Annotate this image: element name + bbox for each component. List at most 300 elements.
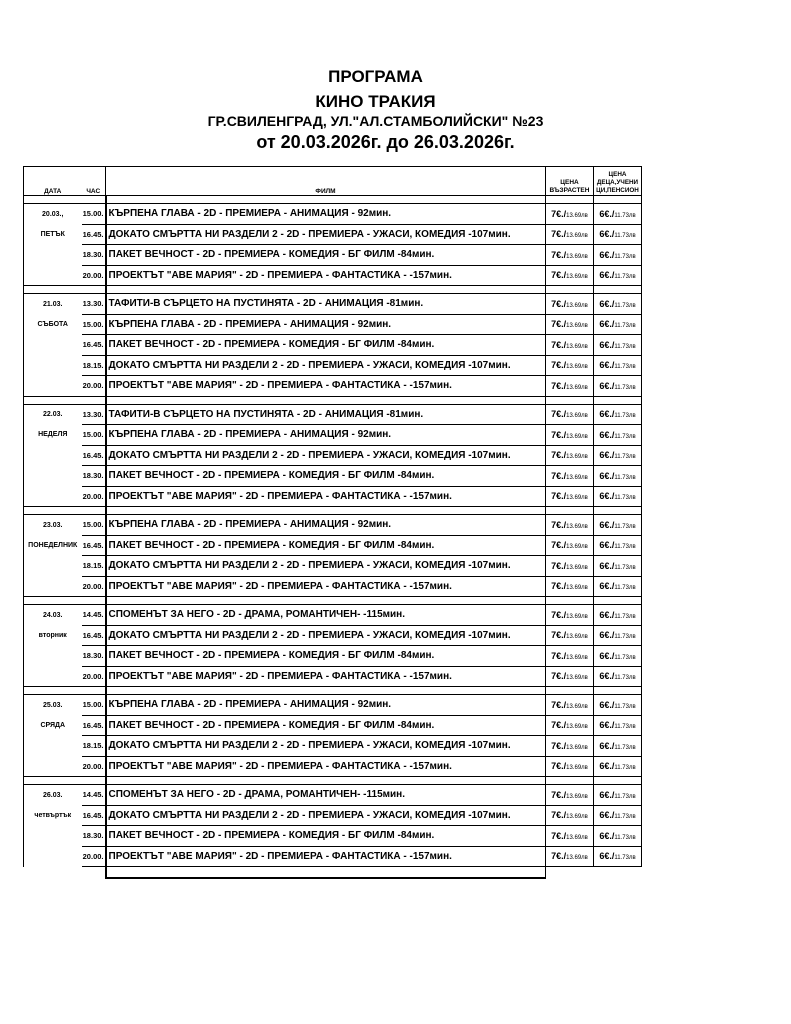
adult-price-bgn: 13.69лв bbox=[566, 564, 588, 571]
adult-price-eur: 7€./ bbox=[551, 208, 567, 219]
child-price-bgn: 11.73лв bbox=[614, 495, 636, 502]
column-header-time: ЧАС bbox=[82, 167, 106, 196]
child-price bbox=[594, 425, 642, 446]
child-price-bgn: 11.73лв bbox=[614, 834, 636, 841]
child-price-bgn: 11.73лв bbox=[614, 675, 636, 682]
child-price bbox=[594, 335, 642, 356]
spacer-row bbox=[24, 777, 642, 785]
day-weekday: четвъртък bbox=[24, 805, 82, 826]
adult-price-bgn: 13.69лв bbox=[566, 433, 588, 440]
table-end-row bbox=[24, 867, 642, 879]
table-row bbox=[24, 515, 642, 536]
day-date: 26.03. bbox=[24, 785, 82, 806]
child-price-bgn: 11.73лв bbox=[614, 613, 636, 620]
adult-price bbox=[546, 486, 594, 507]
show-time: 18.30. bbox=[82, 466, 106, 487]
adult-price-eur: 7€./ bbox=[551, 609, 567, 620]
film-title: ПРОЕКТЪТ "АВЕ МАРИЯ" - 2D - ПРЕМИЕРА - ФАНТАСТИКА - -157мин. bbox=[106, 265, 546, 286]
child-price-eur: 6€./ bbox=[599, 560, 615, 571]
adult-price bbox=[546, 425, 594, 446]
child-price-bgn: 11.73лв bbox=[614, 724, 636, 731]
child-price-bgn: 11.73лв bbox=[614, 302, 636, 309]
column-header-film: ФИЛМ bbox=[106, 167, 546, 196]
adult-price-eur: 7€./ bbox=[551, 671, 567, 682]
adult-price-bgn: 13.69лв bbox=[566, 413, 588, 420]
adult-price-bgn: 13.69лв bbox=[566, 364, 588, 371]
adult-price-bgn: 13.69лв bbox=[566, 253, 588, 260]
show-time: 18.30. bbox=[82, 826, 106, 847]
adult-price bbox=[546, 576, 594, 597]
adult-price bbox=[546, 445, 594, 466]
child-price-bgn: 11.73лв bbox=[614, 585, 636, 592]
adult-price-eur: 7€./ bbox=[551, 761, 567, 772]
film-title: ДОКАТО СМЪРТТА НИ РАЗДЕЛИ 2 - 2D - ПРЕМИЕРА - УЖАСИ, КОМЕДИЯ -107мин. bbox=[106, 625, 546, 646]
day-weekday: СЪБОТА bbox=[24, 314, 82, 335]
show-time: 15.00. bbox=[82, 695, 106, 716]
child-price-eur: 6€./ bbox=[599, 519, 615, 530]
adult-price-bgn: 13.69лв bbox=[566, 793, 588, 800]
adult-price bbox=[546, 646, 594, 667]
child-price-bgn: 11.73лв bbox=[614, 744, 636, 751]
child-price bbox=[594, 515, 642, 536]
adult-price-eur: 7€./ bbox=[551, 319, 567, 330]
table-header-row bbox=[24, 167, 642, 196]
show-time: 20.00. bbox=[82, 666, 106, 687]
day-date: 22.03. bbox=[24, 404, 82, 425]
child-price bbox=[594, 355, 642, 376]
adult-price-eur: 7€./ bbox=[551, 851, 567, 862]
child-price-bgn: 11.73лв bbox=[614, 793, 636, 800]
child-price-bgn: 11.73лв bbox=[614, 474, 636, 481]
day-date: 21.03. bbox=[24, 294, 82, 315]
adult-price bbox=[546, 736, 594, 757]
child-price-eur: 6€./ bbox=[599, 298, 615, 309]
child-price-bgn: 11.73лв bbox=[614, 765, 636, 772]
show-time: 16.45. bbox=[82, 805, 106, 826]
film-title: СПОМЕНЪТ ЗА НЕГО - 2D - ДРАМА, РОМАНТИЧЕН- -115мин. bbox=[106, 785, 546, 806]
table-row bbox=[24, 826, 642, 847]
spacer-row bbox=[24, 396, 642, 404]
child-price-bgn: 11.73лв bbox=[614, 323, 636, 330]
child-price bbox=[594, 695, 642, 716]
child-price bbox=[594, 715, 642, 736]
adult-price bbox=[546, 265, 594, 286]
adult-price bbox=[546, 245, 594, 266]
child-price-eur: 6€./ bbox=[599, 339, 615, 350]
child-price bbox=[594, 785, 642, 806]
show-time: 16.45. bbox=[82, 715, 106, 736]
child-price bbox=[594, 535, 642, 556]
adult-price bbox=[546, 376, 594, 397]
adult-price-eur: 7€./ bbox=[551, 519, 567, 530]
child-price-bgn: 11.73лв bbox=[614, 703, 636, 710]
child-price-bgn: 11.73лв bbox=[614, 274, 636, 281]
child-price-bgn: 11.73лв bbox=[614, 454, 636, 461]
child-price-bgn: 11.73лв bbox=[614, 343, 636, 350]
child-price-eur: 6€./ bbox=[599, 699, 615, 710]
film-title: КЪРПЕНА ГЛАВА - 2D - ПРЕМИЕРА - АНИМАЦИЯ - 92мин. bbox=[106, 425, 546, 446]
child-price bbox=[594, 404, 642, 425]
show-time: 18.15. bbox=[82, 355, 106, 376]
film-title: ПАКЕТ ВЕЧНОСТ - 2D - ПРЕМИЕРА - КОМЕДИЯ - БГ ФИЛМ -84мин. bbox=[106, 646, 546, 667]
adult-price-eur: 7€./ bbox=[551, 560, 567, 571]
adult-price-bgn: 13.69лв bbox=[566, 233, 588, 240]
adult-price-bgn: 13.69лв bbox=[566, 765, 588, 772]
child-price bbox=[594, 204, 642, 225]
adult-price bbox=[546, 625, 594, 646]
schedule-table bbox=[23, 166, 642, 879]
adult-price-bgn: 13.69лв bbox=[566, 343, 588, 350]
adult-price bbox=[546, 715, 594, 736]
child-price bbox=[594, 736, 642, 757]
child-price-bgn: 11.73лв bbox=[614, 634, 636, 641]
film-title: ПАКЕТ ВЕЧНОСТ - 2D - ПРЕМИЕРА - КОМЕДИЯ - БГ ФИЛМ -84мин. bbox=[106, 535, 546, 556]
table-row bbox=[24, 404, 642, 425]
child-price-eur: 6€./ bbox=[599, 671, 615, 682]
child-price-bgn: 11.73лв bbox=[614, 212, 636, 219]
column-header-date: ДАТА bbox=[24, 167, 82, 196]
child-price bbox=[594, 805, 642, 826]
child-price bbox=[594, 625, 642, 646]
spacer-row bbox=[24, 597, 642, 605]
adult-price bbox=[546, 826, 594, 847]
adult-price-bgn: 13.69лв bbox=[566, 212, 588, 219]
table-row bbox=[24, 805, 642, 826]
child-price-eur: 6€./ bbox=[599, 249, 615, 260]
table-row bbox=[24, 445, 642, 466]
child-price-eur: 6€./ bbox=[599, 630, 615, 641]
show-time: 16.45. bbox=[82, 224, 106, 245]
show-time: 13.30. bbox=[82, 404, 106, 425]
spacer-row bbox=[24, 286, 642, 294]
film-title: ПРОЕКТЪТ "АВЕ МАРИЯ" - 2D - ПРЕМИЕРА - ФАНТАСТИКА - -157мин. bbox=[106, 376, 546, 397]
show-time: 15.00. bbox=[82, 314, 106, 335]
child-price-eur: 6€./ bbox=[599, 609, 615, 620]
child-price-bgn: 11.73лв bbox=[614, 384, 636, 391]
table-row bbox=[24, 666, 642, 687]
table-row bbox=[24, 846, 642, 867]
column-header-child-price: ЦЕНА ДЕЦА,УЧЕНИ ЦИ,ПЕНСИОН bbox=[594, 167, 642, 196]
adult-price-bgn: 13.69лв bbox=[566, 744, 588, 751]
child-price-bgn: 11.73лв bbox=[614, 413, 636, 420]
adult-price-bgn: 13.69лв bbox=[566, 703, 588, 710]
adult-price-bgn: 13.69лв bbox=[566, 474, 588, 481]
table-row bbox=[24, 376, 642, 397]
day-weekday: ПЕТЪК bbox=[24, 224, 82, 245]
table-row bbox=[24, 335, 642, 356]
adult-price bbox=[546, 466, 594, 487]
table-row bbox=[24, 314, 642, 335]
child-price-eur: 6€./ bbox=[599, 409, 615, 420]
show-time: 20.00. bbox=[82, 486, 106, 507]
table-row bbox=[24, 715, 642, 736]
adult-price-eur: 7€./ bbox=[551, 360, 567, 371]
child-price bbox=[594, 756, 642, 777]
adult-price bbox=[546, 695, 594, 716]
show-time: 15.00. bbox=[82, 204, 106, 225]
adult-price-bgn: 13.69лв bbox=[566, 274, 588, 281]
table-row bbox=[24, 486, 642, 507]
film-title: ПАКЕТ ВЕЧНОСТ - 2D - ПРЕМИЕРА - КОМЕДИЯ - БГ ФИЛМ -84мин. bbox=[106, 715, 546, 736]
day-weekday: ПОНЕДЕЛНИК bbox=[24, 535, 82, 556]
show-time: 16.45. bbox=[82, 625, 106, 646]
adult-price bbox=[546, 515, 594, 536]
adult-price-bgn: 13.69лв bbox=[566, 585, 588, 592]
table-row bbox=[24, 245, 642, 266]
adult-price-bgn: 13.69лв bbox=[566, 323, 588, 330]
adult-price-eur: 7€./ bbox=[551, 491, 567, 502]
film-title: ТАФИТИ-В СЪРЦЕТО НА ПУСТИНЯТА - 2D - АНИМАЦИЯ -81мин. bbox=[106, 404, 546, 425]
adult-price-eur: 7€./ bbox=[551, 740, 567, 751]
child-price-eur: 6€./ bbox=[599, 429, 615, 440]
column-header-adult-price: ЦЕНА ВЪЗРАСТЕН bbox=[546, 167, 594, 196]
adult-price-bgn: 13.69лв bbox=[566, 675, 588, 682]
film-title: ПРОЕКТЪТ "АВЕ МАРИЯ" - 2D - ПРЕМИЕРА - ФАНТАСТИКА - -157мин. bbox=[106, 486, 546, 507]
adult-price-eur: 7€./ bbox=[551, 229, 567, 240]
adult-price-bgn: 13.69лв bbox=[566, 855, 588, 862]
film-title: ДОКАТО СМЪРТТА НИ РАЗДЕЛИ 2 - 2D - ПРЕМИЕРА - УЖАСИ, КОМЕДИЯ -107мин. bbox=[106, 224, 546, 245]
cinema-name: КИНО ТРАКИЯ bbox=[315, 92, 436, 111]
film-title: ПРОЕКТЪТ "АВЕ МАРИЯ" - 2D - ПРЕМИЕРА - ФАНТАСТИКА - -157мин. bbox=[106, 666, 546, 687]
adult-price-eur: 7€./ bbox=[551, 429, 567, 440]
adult-price-bgn: 13.69лв bbox=[566, 523, 588, 530]
film-title: ДОКАТО СМЪРТТА НИ РАЗДЕЛИ 2 - 2D - ПРЕМИЕРА - УЖАСИ, КОМЕДИЯ -107мин. bbox=[106, 805, 546, 826]
child-price-eur: 6€./ bbox=[599, 720, 615, 731]
child-price bbox=[594, 486, 642, 507]
table-row bbox=[24, 646, 642, 667]
child-price bbox=[594, 826, 642, 847]
adult-price-eur: 7€./ bbox=[551, 298, 567, 309]
table-row bbox=[24, 785, 642, 806]
child-price-bgn: 11.73лв bbox=[614, 364, 636, 371]
film-title: КЪРПЕНА ГЛАВА - 2D - ПРЕМИЕРА - АНИМАЦИЯ - 92мин. bbox=[106, 314, 546, 335]
table-row bbox=[24, 265, 642, 286]
child-price-bgn: 11.73лв bbox=[614, 523, 636, 530]
adult-price-bgn: 13.69лв bbox=[566, 454, 588, 461]
child-price-eur: 6€./ bbox=[599, 810, 615, 821]
child-price bbox=[594, 605, 642, 626]
child-price-eur: 6€./ bbox=[599, 789, 615, 800]
child-price-bgn: 11.73лв bbox=[614, 544, 636, 551]
child-price-eur: 6€./ bbox=[599, 830, 615, 841]
adult-price bbox=[546, 666, 594, 687]
film-title: ПАКЕТ ВЕЧНОСТ - 2D - ПРЕМИЕРА - КОМЕДИЯ - БГ ФИЛМ -84мин. bbox=[106, 245, 546, 266]
child-price bbox=[594, 666, 642, 687]
adult-price-eur: 7€./ bbox=[551, 830, 567, 841]
adult-price-eur: 7€./ bbox=[551, 789, 567, 800]
child-price bbox=[594, 376, 642, 397]
film-title: ПРОЕКТЪТ "АВЕ МАРИЯ" - 2D - ПРЕМИЕРА - ФАНТАСТИКА - -157мин. bbox=[106, 846, 546, 867]
child-price bbox=[594, 265, 642, 286]
film-title: ДОКАТО СМЪРТТА НИ РАЗДЕЛИ 2 - 2D - ПРЕМИЕРА - УЖАСИ, КОМЕДИЯ -107мин. bbox=[106, 736, 546, 757]
film-title: ПАКЕТ ВЕЧНОСТ - 2D - ПРЕМИЕРА - КОМЕДИЯ - БГ ФИЛМ -84мин. bbox=[106, 466, 546, 487]
table-row bbox=[24, 605, 642, 626]
child-price-eur: 6€./ bbox=[599, 470, 615, 481]
child-price bbox=[594, 646, 642, 667]
cinema-address: ГР.СВИЛЕНГРАД, УЛ."АЛ.СТАМБОЛИЙСКИ" №23 bbox=[207, 113, 544, 129]
child-price-eur: 6€./ bbox=[599, 540, 615, 551]
table-row bbox=[24, 576, 642, 597]
adult-price bbox=[546, 756, 594, 777]
table-row bbox=[24, 204, 642, 225]
adult-price-eur: 7€./ bbox=[551, 650, 567, 661]
child-price-bgn: 11.73лв bbox=[614, 564, 636, 571]
show-time: 20.00. bbox=[82, 846, 106, 867]
table-row bbox=[24, 425, 642, 446]
spacer-row bbox=[24, 687, 642, 695]
child-price-eur: 6€./ bbox=[599, 319, 615, 330]
table-row bbox=[24, 695, 642, 716]
adult-price-eur: 7€./ bbox=[551, 581, 567, 592]
spacer-row bbox=[24, 196, 642, 204]
schedule-period: от 20.03.2026г. до 26.03.2026г. bbox=[256, 132, 515, 152]
film-title: ДОКАТО СМЪРТТА НИ РАЗДЕЛИ 2 - 2D - ПРЕМИЕРА - УЖАСИ, КОМЕДИЯ -107мин. bbox=[106, 556, 546, 577]
film-title: ПАКЕТ ВЕЧНОСТ - 2D - ПРЕМИЕРА - КОМЕДИЯ - БГ ФИЛМ -84мин. bbox=[106, 335, 546, 356]
film-title: ДОКАТО СМЪРТТА НИ РАЗДЕЛИ 2 - 2D - ПРЕМИЕРА - УЖАСИ, КОМЕДИЯ -107мин. bbox=[106, 445, 546, 466]
day-date: 25.03. bbox=[24, 695, 82, 716]
table-row bbox=[24, 535, 642, 556]
adult-price-bgn: 13.69лв bbox=[566, 814, 588, 821]
adult-price-eur: 7€./ bbox=[551, 470, 567, 481]
show-time: 18.30. bbox=[82, 646, 106, 667]
child-price bbox=[594, 245, 642, 266]
show-time: 20.00. bbox=[82, 265, 106, 286]
adult-price bbox=[546, 314, 594, 335]
day-date: 23.03. bbox=[24, 515, 82, 536]
spacer-row bbox=[24, 507, 642, 515]
adult-price-eur: 7€./ bbox=[551, 450, 567, 461]
adult-price-bgn: 13.69лв bbox=[566, 302, 588, 309]
adult-price bbox=[546, 404, 594, 425]
adult-price-eur: 7€./ bbox=[551, 409, 567, 420]
film-title: ПРОЕКТЪТ "АВЕ МАРИЯ" - 2D - ПРЕМИЕРА - ФАНТАСТИКА - -157мин. bbox=[106, 576, 546, 597]
adult-price-bgn: 13.69лв bbox=[566, 544, 588, 551]
child-price bbox=[594, 846, 642, 867]
show-time: 15.00. bbox=[82, 425, 106, 446]
child-price bbox=[594, 445, 642, 466]
adult-price-eur: 7€./ bbox=[551, 810, 567, 821]
show-time: 18.30. bbox=[82, 245, 106, 266]
show-time: 18.15. bbox=[82, 556, 106, 577]
child-price-eur: 6€./ bbox=[599, 491, 615, 502]
table-row bbox=[24, 355, 642, 376]
adult-price-bgn: 13.69лв bbox=[566, 634, 588, 641]
show-time: 16.45. bbox=[82, 535, 106, 556]
adult-price-bgn: 13.69лв bbox=[566, 495, 588, 502]
show-time: 20.00. bbox=[82, 576, 106, 597]
show-time: 15.00. bbox=[82, 515, 106, 536]
adult-price bbox=[546, 204, 594, 225]
child-price-bgn: 11.73лв bbox=[614, 814, 636, 821]
show-time: 16.45. bbox=[82, 335, 106, 356]
adult-price-bgn: 13.69лв bbox=[566, 654, 588, 661]
adult-price bbox=[546, 805, 594, 826]
child-price-eur: 6€./ bbox=[599, 761, 615, 772]
adult-price-eur: 7€./ bbox=[551, 249, 567, 260]
adult-price-eur: 7€./ bbox=[551, 720, 567, 731]
table-row bbox=[24, 625, 642, 646]
show-time: 13.30. bbox=[82, 294, 106, 315]
child-price-bgn: 11.73лв bbox=[614, 433, 636, 440]
child-price-eur: 6€./ bbox=[599, 270, 615, 281]
adult-price-eur: 7€./ bbox=[551, 270, 567, 281]
adult-price bbox=[546, 785, 594, 806]
table-row bbox=[24, 556, 642, 577]
show-time: 14.45. bbox=[82, 605, 106, 626]
child-price bbox=[594, 314, 642, 335]
show-time: 20.00. bbox=[82, 756, 106, 777]
film-title: КЪРПЕНА ГЛАВА - 2D - ПРЕМИЕРА - АНИМАЦИЯ - 92мин. bbox=[106, 695, 546, 716]
adult-price bbox=[546, 224, 594, 245]
child-price-eur: 6€./ bbox=[599, 851, 615, 862]
child-price-eur: 6€./ bbox=[599, 229, 615, 240]
film-title: КЪРПЕНА ГЛАВА - 2D - ПРЕМИЕРА - АНИМАЦИЯ - 92мин. bbox=[106, 515, 546, 536]
adult-price bbox=[546, 605, 594, 626]
day-weekday: НЕДЕЛЯ bbox=[24, 425, 82, 446]
child-price-eur: 6€./ bbox=[599, 450, 615, 461]
table-row bbox=[24, 736, 642, 757]
table-row bbox=[24, 466, 642, 487]
day-weekday: СРЯДА bbox=[24, 715, 82, 736]
adult-price-bgn: 13.69лв bbox=[566, 613, 588, 620]
film-title: КЪРПЕНА ГЛАВА - 2D - ПРЕМИЕРА - АНИМАЦИЯ - 92мин. bbox=[106, 204, 546, 225]
child-price-eur: 6€./ bbox=[599, 650, 615, 661]
day-date: 24.03. bbox=[24, 605, 82, 626]
program-title: ПРОГРАМА bbox=[328, 67, 423, 86]
adult-price-eur: 7€./ bbox=[551, 540, 567, 551]
show-time: 16.45. bbox=[82, 445, 106, 466]
adult-price bbox=[546, 335, 594, 356]
child-price-eur: 6€./ bbox=[599, 581, 615, 592]
film-title: ПАКЕТ ВЕЧНОСТ - 2D - ПРЕМИЕРА - КОМЕДИЯ - БГ ФИЛМ -84мин. bbox=[106, 826, 546, 847]
adult-price bbox=[546, 535, 594, 556]
film-title: ПРОЕКТЪТ "АВЕ МАРИЯ" - 2D - ПРЕМИЕРА - ФАНТАСТИКА - -157мин. bbox=[106, 756, 546, 777]
child-price-bgn: 11.73лв bbox=[614, 855, 636, 862]
show-time: 18.15. bbox=[82, 736, 106, 757]
adult-price bbox=[546, 355, 594, 376]
adult-price-eur: 7€./ bbox=[551, 380, 567, 391]
table-row bbox=[24, 294, 642, 315]
adult-price-bgn: 13.69лв bbox=[566, 834, 588, 841]
adult-price-bgn: 13.69лв bbox=[566, 384, 588, 391]
child-price-bgn: 11.73лв bbox=[614, 233, 636, 240]
child-price bbox=[594, 556, 642, 577]
adult-price bbox=[546, 294, 594, 315]
child-price bbox=[594, 224, 642, 245]
film-title: ДОКАТО СМЪРТТА НИ РАЗДЕЛИ 2 - 2D - ПРЕМИЕРА - УЖАСИ, КОМЕДИЯ -107мин. bbox=[106, 355, 546, 376]
table-row bbox=[24, 224, 642, 245]
adult-price bbox=[546, 556, 594, 577]
child-price-eur: 6€./ bbox=[599, 360, 615, 371]
adult-price-eur: 7€./ bbox=[551, 699, 567, 710]
adult-price bbox=[546, 846, 594, 867]
child-price bbox=[594, 466, 642, 487]
child-price-eur: 6€./ bbox=[599, 208, 615, 219]
child-price bbox=[594, 294, 642, 315]
show-time: 20.00. bbox=[82, 376, 106, 397]
child-price-eur: 6€./ bbox=[599, 740, 615, 751]
child-price-eur: 6€./ bbox=[599, 380, 615, 391]
day-date: 20.03., bbox=[24, 204, 82, 225]
child-price bbox=[594, 576, 642, 597]
table-row bbox=[24, 756, 642, 777]
day-weekday: вторник bbox=[24, 625, 82, 646]
adult-price-bgn: 13.69лв bbox=[566, 724, 588, 731]
show-time: 14.45. bbox=[82, 785, 106, 806]
child-price-bgn: 11.73лв bbox=[614, 253, 636, 260]
adult-price-eur: 7€./ bbox=[551, 339, 567, 350]
child-price-bgn: 11.73лв bbox=[614, 654, 636, 661]
